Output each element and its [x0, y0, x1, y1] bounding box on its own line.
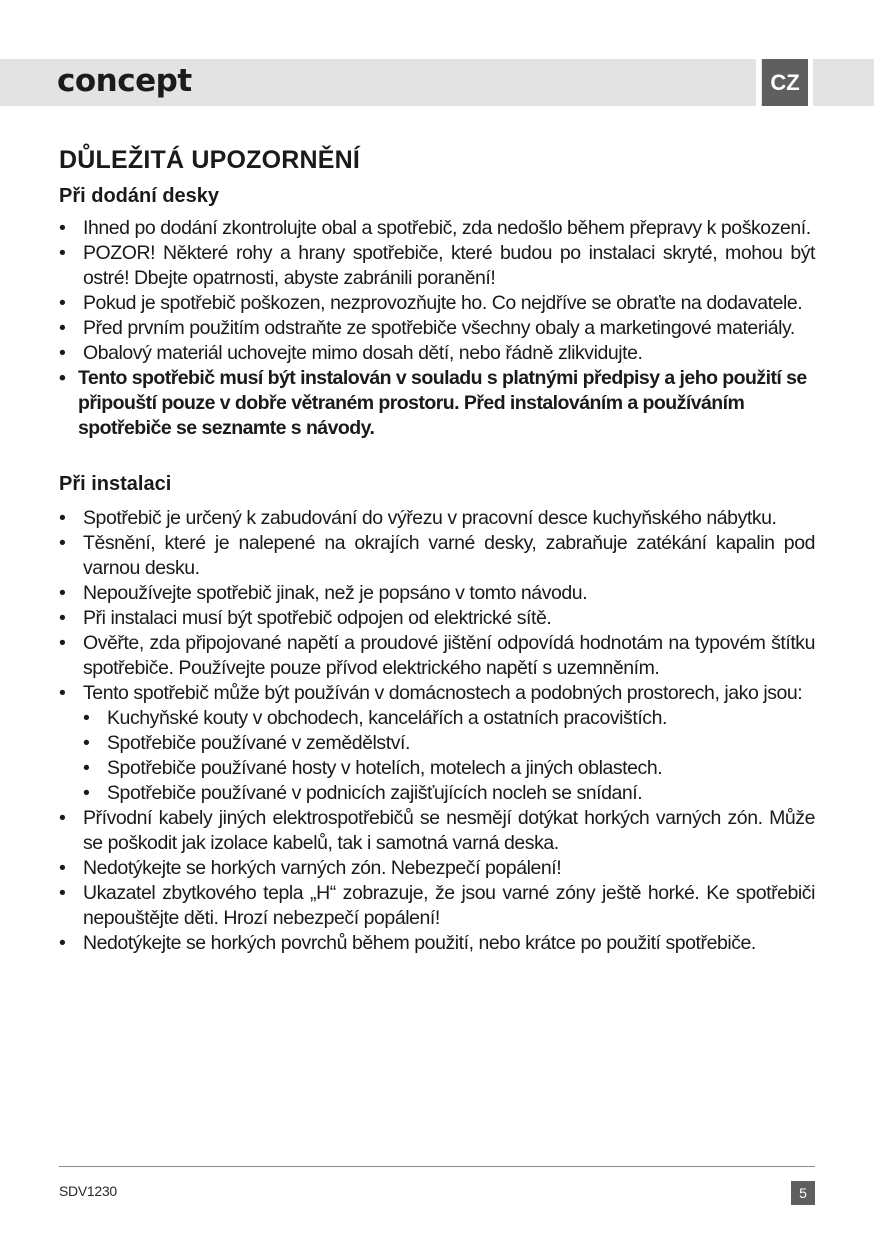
header-divider — [756, 59, 761, 106]
installation-list — [59, 506, 815, 706]
bullet-icon: • — [83, 732, 90, 754]
bullet-icon: • — [59, 857, 66, 879]
page-number: 5 — [791, 1181, 815, 1205]
header-divider — [808, 59, 813, 106]
bullet-icon: • — [59, 292, 66, 314]
bullet-icon: • — [59, 932, 66, 954]
list-item: • Nedotýkejte se horkých povrchů během použití, nebo krátce po použití spotřebiče. — [59, 932, 756, 954]
section-heading: Při instalaci — [59, 473, 172, 495]
installation-list-continued — [59, 806, 815, 956]
bullet-icon: • — [59, 242, 66, 264]
bullet-icon: • — [59, 317, 66, 339]
sub-list-item: • Spotřebiče používané hosty v hotelích, motelech a jiných oblastech. — [83, 757, 663, 779]
bullet-icon: • — [83, 707, 90, 729]
bullet-icon: • — [59, 507, 66, 529]
bullet-icon: • — [59, 882, 66, 904]
section-heading: Při dodání desky — [59, 185, 220, 207]
sub-list-wrapper — [83, 706, 815, 806]
list-item: • Nedotýkejte se horkých varných zón. Nebezpečí popálení! — [59, 857, 562, 879]
footer-divider — [59, 1166, 815, 1167]
list-item: • Ukazatel zbytkového tepla „H“ zobrazuje, že jsou varné zóny ještě horké. Ke spotřebiči nepouštějte děti. Hrozí nebezpečí popálení! — [59, 882, 815, 929]
bullet-icon: • — [59, 342, 66, 364]
bullet-icon: • — [59, 217, 66, 239]
list-item: • Těsnění, které je nalepené na okrajích varné desky, zabraňuje zatékání kapalin pod varnou desku. — [59, 532, 815, 579]
brand-logo: concept — [57, 63, 192, 99]
list-item: • Před prvním použitím odstraňte ze spotřebiče všechny obaly a marketingové materiály. — [59, 317, 795, 339]
warning-item: • Tento spotřebič musí být instalován v souladu s platnými předpisy a jeho použití se připouští pouze v dobře větraném prostoru. Před instalováním a používáním spotřebiče se seznamte s návody. — [59, 367, 807, 439]
language-badge: CZ — [762, 59, 808, 106]
bullet-icon: • — [59, 632, 66, 654]
model-number: SDV1230 — [59, 1183, 117, 1199]
bullet-icon: • — [59, 682, 66, 704]
list-item: • Spotřebič je určený k zabudování do výřezu v pracovní desce kuchyňského nábytku. — [59, 507, 777, 529]
list-item: • Tento spotřebič může být používán v domácnostech a podobných prostorech, jako jsou: — [59, 682, 803, 704]
list-item: • Pokud je spotřebič poškozen, nezprovozňujte ho. Co nejdříve se obraťte na dodavatele. — [59, 292, 803, 314]
delivery-list — [59, 216, 815, 441]
list-item: • Ihned po dodání zkontrolujte obal a spotřebič, zda nedošlo během přepravy k poškození. — [59, 217, 811, 239]
list-item: • Ověřte, zda připojované napětí a proudové jištění odpovídá hodnotám na typovém štítku spotřebiče. Používejte pouze přívod elektrického napětí s uzemněním. — [59, 632, 815, 679]
bullet-icon: • — [59, 367, 66, 389]
page-content — [59, 140, 815, 956]
sub-list-item: • Spotřebiče používané v podnicích zajišťujících nocleh se snídaní. — [83, 782, 643, 804]
usage-sub-list — [83, 706, 815, 806]
page-title: DŮLEŽITÁ UPOZORNĚNÍ — [59, 146, 361, 174]
bullet-icon: • — [83, 757, 90, 779]
list-item: • POZOR! Některé rohy a hrany spotřebiče, které budou po instalaci skryté, mohou být ostré! Dbejte opatrnosti, abyste zabránili poranění! — [59, 242, 815, 289]
sub-list-item: • Spotřebiče používané v zemědělství. — [83, 732, 410, 754]
sub-list-item: • Kuchyňské kouty v obchodech, kancelářích a ostatních pracovištích. — [83, 707, 667, 729]
bullet-icon: • — [59, 582, 66, 604]
list-item: • Přívodní kabely jiných elektrospotřebičů se nesmějí dotýkat horkých varných zón. Může se poškodit jak izolace kabelů, tak i samotná varná deska. — [59, 807, 815, 854]
bullet-icon: • — [83, 782, 90, 804]
bullet-icon: • — [59, 607, 66, 629]
list-item: • Nepoužívejte spotřebič jinak, než je popsáno v tomto návodu. — [59, 582, 588, 604]
list-item: • Obalový materiál uchovejte mimo dosah dětí, nebo řádně zlikvidujte. — [59, 342, 643, 364]
bullet-icon: • — [59, 532, 66, 554]
list-item: • Při instalaci musí být spotřebič odpojen od elektrické sítě. — [59, 607, 552, 629]
bullet-icon: • — [59, 807, 66, 829]
